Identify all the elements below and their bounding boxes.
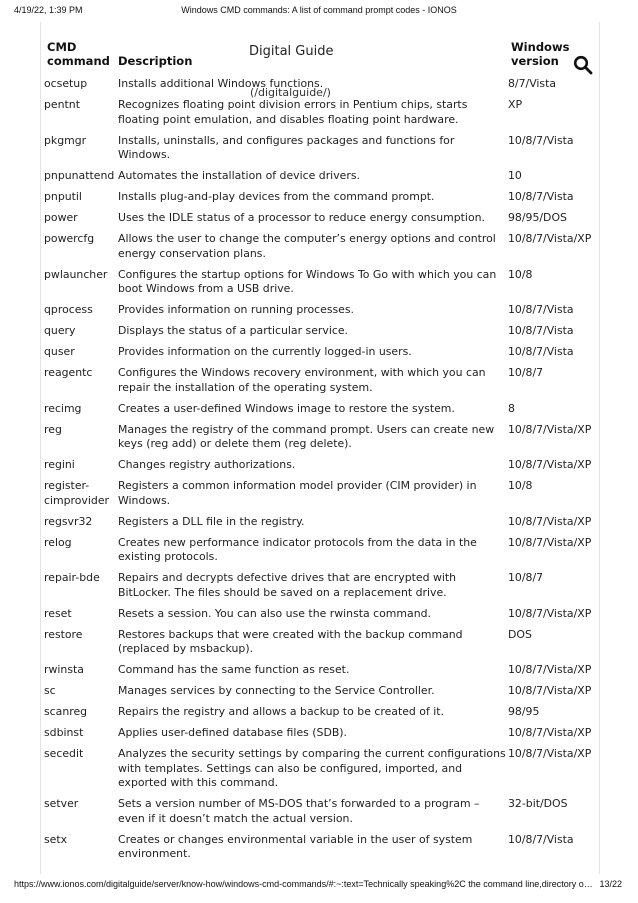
description-cell: Installs, uninstalls, and configures packages and functions for Windows. (118, 133, 455, 161)
description-cell: Registers a common information model provider (CIM provider) in Windows. (118, 479, 477, 507)
version-cell: DOS (508, 627, 532, 641)
site-title[interactable]: Digital Guide (249, 44, 334, 59)
description-cell: Analyzes the security settings by comparing the current configurations with templates. Settings can also be configured, imported, and exported with this command. (118, 747, 506, 789)
command-cell: pentnt (44, 98, 80, 111)
print-header (0, 5, 638, 17)
version-cell: 10 (508, 169, 522, 182)
version-cell: 10/8/7/Vista (508, 324, 574, 337)
table-row (44, 684, 598, 705)
version-cell: 10/8/7/Vista (508, 190, 574, 203)
description-cell: Restores backups that were created with the backup command (replaced by msbackup). (118, 627, 463, 655)
command-cell: reset (44, 606, 72, 620)
version-cell: 32-bit/DOS (508, 797, 568, 810)
version-cell: 10/8/7/Vista (508, 345, 574, 358)
description-cell: Automates the installation of device drivers. (118, 169, 360, 182)
version-cell: 10/8/7/Vista/XP (508, 663, 592, 676)
command-cell: pnpunattend (44, 169, 115, 182)
command-cell: pkgmgr (44, 133, 87, 147)
version-cell: 8/7/Vista (508, 77, 557, 90)
description-cell: Recognizes floating point division errors in Pentium chips, starts floating point emulation, and disables floating point hardware. (118, 98, 468, 126)
command-cell: setx (44, 832, 68, 846)
table-row (44, 571, 598, 607)
version-cell: 10/8/7/Vista/XP (508, 422, 592, 436)
command-cell: repair-bde (44, 571, 100, 584)
version-cell: 98/95/DOS (508, 211, 567, 224)
description-cell: Displays the status of a particular service. (118, 324, 348, 337)
commands-table (44, 77, 598, 868)
description-cell: Installs additional Windows functions. (118, 77, 324, 90)
version-cell: 10/8/7/Vista (508, 133, 574, 147)
table-row (44, 366, 598, 402)
description-cell: Manages the registry of the command prompt. Users can create new keys (reg add) or delete them (reg delete). (118, 422, 495, 450)
table-row (44, 423, 598, 459)
table-row (44, 515, 598, 536)
description-cell: Configures the startup options for Windows To Go with which you can boot Windows from a USB drive. (118, 267, 497, 295)
command-cell: pnputil (44, 190, 82, 203)
command-cell: power (44, 211, 78, 224)
command-cell: relog (44, 535, 72, 549)
version-cell: 10/8/7/Vista/XP (508, 514, 592, 528)
header-version: Windows version (511, 40, 570, 68)
version-cell: 98/95 (508, 705, 540, 718)
print-footer (0, 879, 638, 891)
table-row (44, 536, 598, 572)
version-cell: 10/8/7/Vista/XP (508, 232, 592, 245)
version-cell: 10/8/7/Vista/XP (508, 684, 592, 697)
table-row (44, 458, 598, 479)
description-cell: Creates new performance indicator protocols from the data in the existing protocols. (118, 535, 477, 563)
command-cell: reagentc (44, 366, 93, 379)
command-cell: pwlauncher (44, 267, 108, 281)
table-row (44, 169, 598, 190)
version-cell: 10/8/7/Vista/XP (508, 747, 592, 760)
version-cell: 10/8/7/Vista (508, 832, 574, 846)
version-cell: 10/8/7/Vista/XP (508, 606, 592, 620)
table-row (44, 402, 598, 423)
description-cell: Repairs and decrypts defective drives that are encrypted with BitLocker. The files should be saved on a replacement drive. (118, 571, 457, 599)
description-cell: Uses the IDLE status of a processor to reduce energy consumption. (118, 211, 485, 224)
description-cell: Applies user-defined database files (SDB). (118, 726, 348, 739)
table-row (44, 628, 598, 664)
description-cell: Changes registry authorizations. (118, 458, 296, 471)
table-header (44, 38, 598, 72)
version-cell: 10/8 (508, 267, 533, 281)
table-row (44, 303, 598, 324)
version-cell: 10/8/7 (508, 571, 544, 584)
description-cell: Configures the Windows recovery environment, with which you can repair the installation of the operating system. (118, 366, 486, 394)
command-cell: sdbinst (44, 726, 84, 739)
description-cell: Provides information on running processes. (118, 303, 355, 316)
command-cell: regsvr32 (44, 514, 93, 528)
command-cell: register-cimprovider (44, 479, 109, 507)
description-cell: Creates or changes environmental variable in the user of system environment. (118, 832, 473, 860)
description-cell: Sets a version number of MS-DOS that’s forwarded to a program – even if it doesn’t match the actual version. (118, 797, 480, 825)
table-row (44, 134, 598, 170)
command-cell: secedit (44, 747, 84, 760)
table-row (44, 324, 598, 345)
print-page-number: 13/22 (599, 879, 622, 889)
table-row (44, 98, 598, 134)
description-cell: Creates a user-defined Windows image to restore the system. (118, 401, 455, 415)
table-row (44, 833, 598, 869)
command-cell: regini (44, 458, 75, 471)
header-command: CMD command (47, 40, 110, 68)
command-cell: restore (44, 627, 83, 641)
description-cell: Manages services by connecting to the Service Controller. (118, 684, 435, 697)
command-cell: setver (44, 797, 79, 810)
description-cell: Allows the user to change the computer’s energy options and control energy conservation plans. (118, 232, 496, 260)
command-cell: qprocess (44, 303, 93, 316)
table-row (44, 345, 598, 366)
command-cell: query (44, 324, 76, 337)
description-cell: Repairs the registry and allows a backup to be created of it. (118, 705, 445, 718)
table-row (44, 232, 598, 268)
description-cell: Installs plug-and-play devices from the command prompt. (118, 190, 435, 203)
version-cell: XP (508, 98, 523, 111)
version-cell: 10/8/7/Vista/XP (508, 535, 592, 549)
command-cell: rwinsta (44, 663, 84, 676)
command-cell: quser (44, 345, 75, 358)
table-row (44, 705, 598, 726)
table-row (44, 190, 598, 211)
table-row (44, 479, 598, 515)
version-cell: 8 (508, 401, 515, 415)
command-cell: ocsetup (44, 77, 88, 90)
command-cell: reg (44, 422, 62, 436)
table-row (44, 726, 598, 747)
description-cell: Registers a DLL file in the registry. (118, 514, 305, 528)
table-row (44, 747, 598, 797)
table-row (44, 663, 598, 684)
description-cell: Provides information on the currently logged-in users. (118, 345, 412, 358)
header-description: Description (118, 54, 193, 68)
version-cell: 10/8/7/Vista/XP (508, 458, 592, 471)
command-cell: powercfg (44, 232, 95, 245)
print-url: https://www.ionos.com/digitalguide/server/know-how/windows-cmd-commands/#:~:text=Technically speaking%2C the command line,directory o… (14, 879, 593, 889)
version-cell: 10/8/7/Vista/XP (508, 726, 592, 739)
description-cell: Command has the same function as reset. (118, 663, 350, 676)
version-cell: 10/8/7/Vista (508, 303, 574, 316)
table-row (44, 797, 598, 833)
command-cell: sc (44, 684, 56, 697)
print-datetime: 4/19/22, 1:39 PM (14, 5, 83, 15)
version-cell: 10/8 (508, 479, 533, 492)
command-cell: scanreg (44, 705, 88, 718)
table-row (44, 211, 598, 232)
command-cell: recimg (44, 401, 82, 415)
site-url-link[interactable]: (/digitalguide/) (250, 86, 331, 99)
table-row (44, 268, 598, 304)
version-cell: 10/8/7 (508, 366, 544, 379)
table-row (44, 607, 598, 628)
print-page-title: Windows CMD commands: A list of command prompt codes - IONOS (181, 5, 457, 15)
description-cell: Resets a session. You can also use the rwinsta command. (118, 606, 431, 620)
